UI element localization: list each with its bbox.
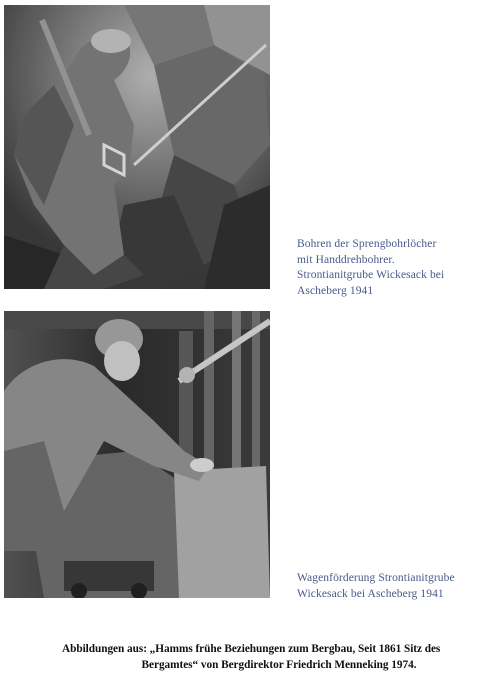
caption-line: Wagenförderung Strontianitgrube [297, 572, 455, 584]
source-note [62, 641, 496, 673]
photo-miner-cart [4, 311, 270, 598]
photo-miner-drilling-image [4, 5, 270, 289]
caption-line: Ascheberg 1941 [297, 284, 374, 297]
photo-miner-drilling [4, 5, 270, 289]
source-line: Bergamtes“ von Bergdirektor Friedrich Menneking 1974. [141, 659, 417, 671]
caption-line: Bohren der Sprengbohrlöcher [297, 238, 437, 250]
photo-miner-cart-image [4, 311, 270, 598]
source-line: Abbildungen aus: „Hamms frühe Beziehungen zum Bergbau, Seit 1861 Sitz des [62, 643, 441, 655]
caption-line: mit Handdrehbohrer. [297, 253, 395, 266]
caption-cart-haulage [297, 571, 497, 602]
caption-line: Strontianitgrube Wickesack bei [297, 269, 445, 281]
caption-drilling [297, 237, 497, 299]
caption-line: Wickesack bei Ascheberg 1941 [297, 587, 444, 600]
